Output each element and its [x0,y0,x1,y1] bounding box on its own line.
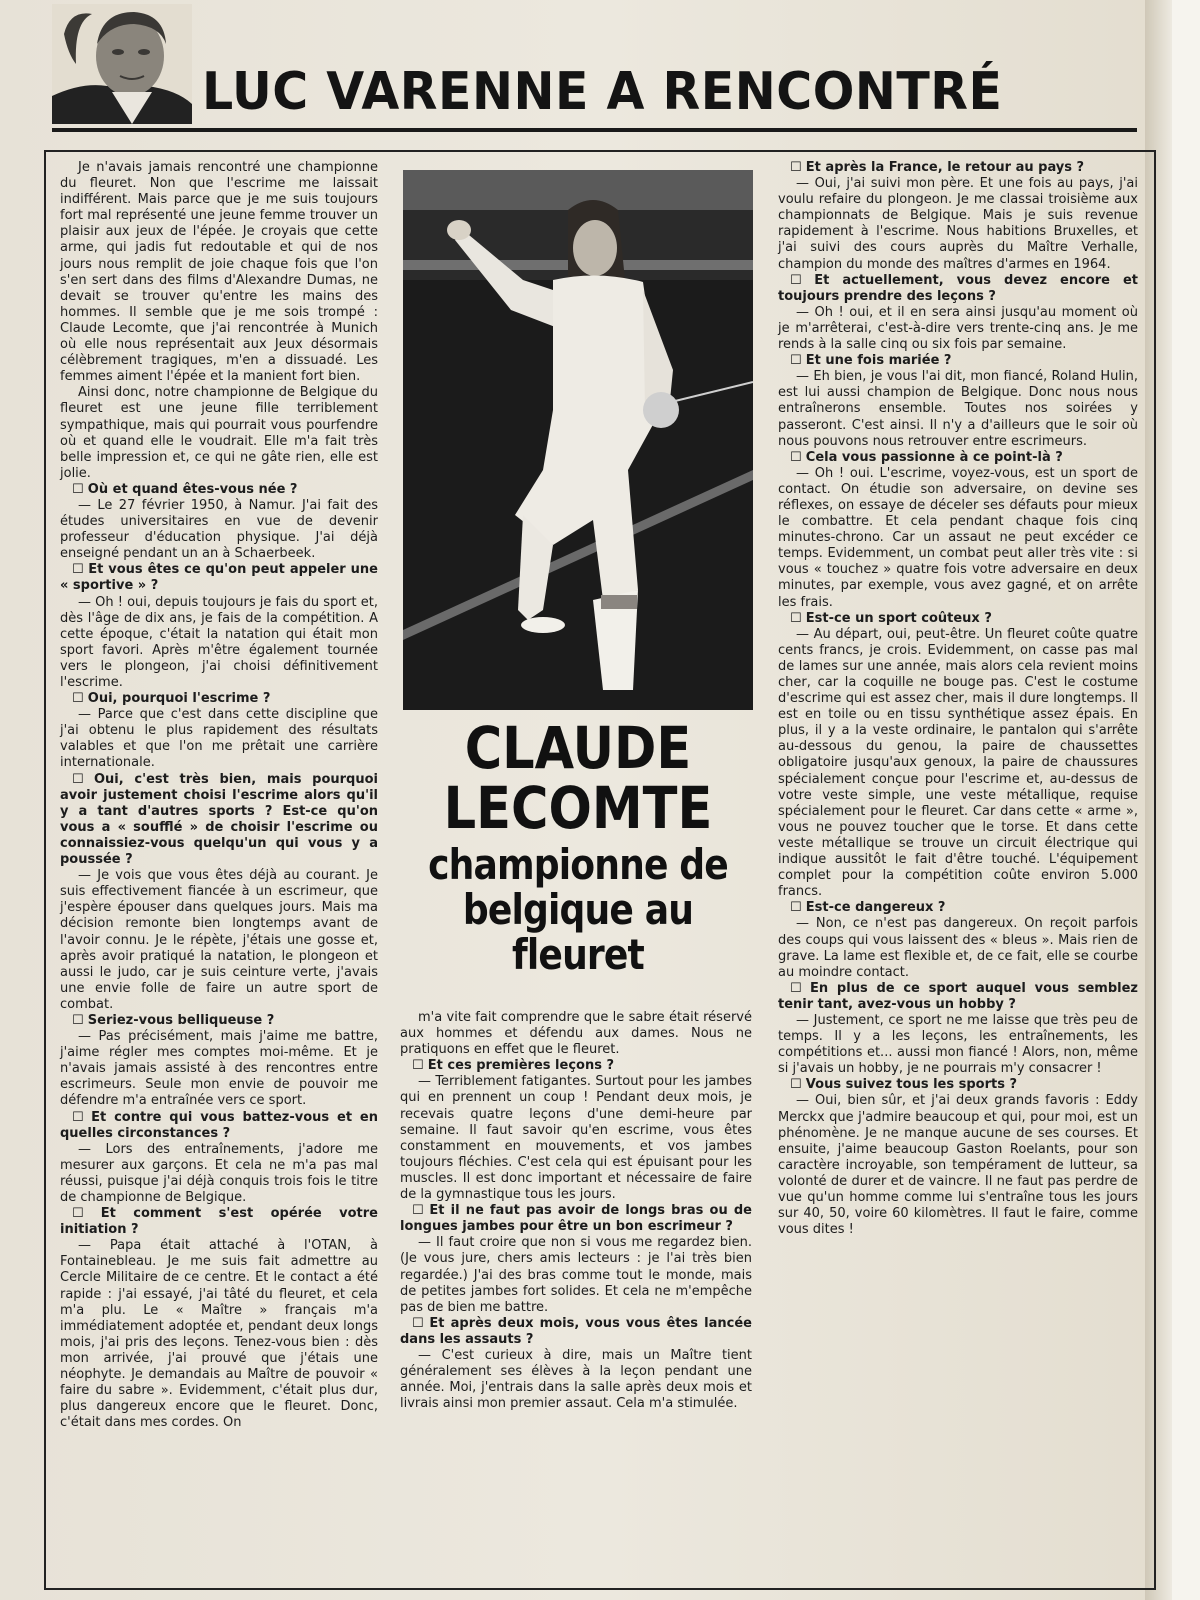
interview-question: ☐ Et après la France, le retour au pays ? [778,160,1138,176]
interview-question: ☐ Oui, pourquoi l'escrime ? [60,691,378,707]
interview-question: ☐ Et une fois mariée ? [778,353,1138,369]
interview-question: ☐ Et contre qui vous battez-vous et en quelles circonstances ? [60,1110,378,1142]
article-paragraph: — Oui, j'ai suivi mon père. Et une fois au pays, j'ai voulu refaire du plongeon. Je me classai troisième aux championnats de Belgique. Mais je suis revenue rapidement à l'escrime. Nous habitions Bruxelles, et j'ai suivi des cours auprès du Maître Verhalle, champion du monde des maîtres d'armes en 1964. [778,176,1138,272]
interview-question: ☐ Vous suivez tous les sports ? [778,1077,1138,1093]
article-paragraph: m'a vite fait comprendre que le sabre était réservé aux hommes et défendu aux dames. Nous ne pratiquons en effet que le fleuret. [400,1010,752,1058]
author-portrait [52,4,192,124]
article-paragraph: — Papa était attaché à l'OTAN, à Fontainebleau. Je me suis fait admettre au Cercle Militaire de ce centre. Et le contact a été rapide : j'ai essayé, j'ai tâté du fleuret, et cela m'a plu. Le « Maître » français m'a immédiatement adoptée et, pendant deux longs mois, j'ai pris des leçons. Tenez-vous bien : dès mon arrivée, j'ai prouvé que j'étais une néophyte. Je demandais au Maître de pouvoir « faire du sabre ». Evidemment, c'était plus dur, plus dangereux encore que le fleuret. Donc, c'était dans mes cordes. On [60,1238,378,1431]
header-rule [52,128,1137,132]
article-paragraph: — Eh bien, je vous l'ai dit, mon fiancé, Roland Hulin, est lui aussi champion de Belgique. Donc nous nous entraînerons ensemble. Toutes nos soirées y passeront. C'est ainsi. Il n'y a d'ailleurs que le soir où nous pouvons nous retrouver entre escrimeurs. [778,369,1138,449]
interview-question: ☐ Est-ce un sport coûteux ? [778,611,1138,627]
article-paragraph: — Oh ! oui. L'escrime, voyez-vous, est un sport de contact. On étudie son adversaire, on devine ses réflexes, on essaye de déceler ses défauts pour mieux le combattre. Et cela pendant chaque fois cinq minutes-chrono. Car un assaut ne peut excéder ce temps. Evidemment, un combat peut aller très vite : si vous « touchez » quatre fois votre adversaire en deux minutes, par exemple, vous avez gagné, et on arrête les frais. [778,465,1138,610]
article-paragraph: — Il faut croire que non si vous me regardez bien. (Je vous jure, chers amis lecteurs : je l'ai très bien regardée.) J'ai des bras comme tout le monde, mais de petites jambes fort solides. Et cela ne m'empêche pas de bien me battre. [400,1235,752,1315]
article-paragraph: — C'est curieux à dire, mais un Maître tient généralement ses élèves à la leçon pendant une année. Moi, j'entrais dans la salle après deux mois et livrais ainsi mon premier assaut. Cela m'a stimulée. [400,1347,752,1412]
article-paragraph: — Lors des entraînements, j'adore me mesurer aux garçons. Et cela ne m'a pas mal réussi, puisque j'ai déjà conquis trois fois le titre de championne de Belgique. [60,1141,378,1205]
article-paragraph: — Parce que c'est dans cette discipline que j'ai obtenu le plus rapidement des résultats valables et que l'on me prêtait une carrière internationale. [60,707,378,771]
interview-question: ☐ En plus de ce sport auquel vous semblez tenir tant, avez-vous un hobby ? [778,981,1138,1013]
header-title: LUC VARENNE A RENCONTRÉ [202,62,1003,122]
fencer-photo [403,170,753,710]
interview-question: ☐ Et après deux mois, vous vous êtes lancée dans les assauts ? [400,1316,752,1348]
article-paragraph: — Terriblement fatigantes. Surtout pour les jambes qui en prennent un coup ! Pendant deux mois, je recevais quatre leçons d'une demi-heure par semaine. Il faut savoir qu'en escrime, vous êtes constamment en mouvements, et vos jambes toujours fléchies. C'est cela qui est épuisant pour les muscles. Il est donc important et nécessaire de faire de la gymnastique tous les jours. [400,1074,752,1203]
article-column-1 [60,160,378,1431]
article-paragraph: — Oh ! oui, depuis toujours je fais du sport et, dès l'âge de dix ans, je fais de la compétition. A cette époque, c'était la natation qui était mon sport favori. Après m'être également tournée vers le plongeon, j'ai choisi définitivement l'escrime. [60,594,378,690]
article-paragraph: — Justement, ce sport ne me laisse que très peu de temps. Il y a les leçons, les entraînements, les compétitions et... aussi mon fiancé ! Alors, non, même si j'avais un hobby, je ne pourrais m'y consacrer ! [778,1012,1138,1077]
interview-question: ☐ Cela vous passionne à ce point-là ? [778,450,1138,466]
torn-edge-paper [1172,0,1200,1600]
interview-question: ☐ Et comment s'est opérée votre initiation ? [60,1206,378,1238]
interview-question: ☐ Et vous êtes ce qu'on peut appeler une « sportive » ? [60,562,378,594]
article-column-2 [400,1010,752,1412]
headline-name: CLAUDE LECOMTE [443,714,713,842]
article-paragraph: — Non, ce n'est pas dangereux. On reçoit parfois des coups qui vous laissent des « bleus ». Mais rien de grave. La lame est flexible et, de ce fait, elle se courbe au moindre contact. [778,916,1138,980]
column-header [52,0,1137,130]
article-paragraph: — Oui, bien sûr, et j'ai deux grands favoris : Eddy Merckx que j'admire beaucoup et qui, pour moi, est un phénomène. Je ne manque aucune de ses courses. Et ensuite, j'aime beaucoup Gaston Roelants, pour son caractère incroyable, son tempérament de lutteur, sa volonté de durer et de vaincre. Il ne faut pas perdre de vue qu'un homme comme lui s'entraîne tous les jours sur 40, 50, voire 60 kilomètres. Il faut le faire, comme vous dites ! [778,1093,1138,1238]
article-paragraph: — Je vois que vous êtes déjà au courant. Je suis effectivement fiancée à un escrimeur, que j'espère épouser dans quelques jours. Mais ma décision remonte bien longtemps avant de l'avoir connu. Je le répète, j'étais une gosse et, après avoir pratiqué la natation, le plongeon et aussi le judo, car je suis ceinture verte, j'avais une envie folle de faire un autre sport de combat. [60,868,378,1012]
interview-question: ☐ Et il ne faut pas avoir de longs bras ou de longues jambes pour être un bon escrimeur ? [400,1203,752,1235]
article-paragraph: — Au départ, oui, peut-être. Un fleuret coûte quatre cents francs, je crois. Evidemment, on casse pas mal de lames sur une année, mais alors cela revient moins cher, car la coquille ne bouge pas. C'est le costume d'escrime qui est assez cher, mais il dure longtemps. Il est en toile ou en tissu synthétique assez épais. En plus, il y a la veste ordinaire, le pantalon qui s'arrête au-dessous du genou, la paire de chaussettes obligatoire jusqu'aux genoux, la paire de chaussures spécialement conçue pour l'escrime et, au-dessus de votre veste simple, une veste métallique, requise spécialement pour le fleuret. Car dans cette « arme », vous ne pouvez toucher que le torse. Et dans cette veste métallique se trouve un circuit électrique qui indique aussitôt le fait d'être touché. L'équipement complet pour la compétition coûte environ 5.000 francs. [778,626,1138,900]
interview-question: ☐ Oui, c'est très bien, mais pourquoi avoir justement choisi l'escrime alors qu'il y a tant d'autres sports ? Est-ce qu'on vous a « soufflé » de choisir l'escrime ou connaissiez-vous quelqu'un qui vous y a poussée ? [60,772,378,869]
article-paragraph: Je n'avais jamais rencontré une championne du fleuret. Non que l'escrime me laissait indifférent. Mais parce que je me suis toujours fort mal représenté une jeune femme trouver un plaisir aux jeux de l'épée. Je croyais que cette arme, qui jadis fut redoutable et qui de nos jours nous remplit de joie chaque fois que l'on s'en sert dans des films d'Alexandre Dumas, ne devait se trouver qu'entre les mains des hommes. Il semble que je me sois trompé : Claude Lecomte, que j'ai rencontrée à Munich où elle nous représentait aux Jeux désormais célèbrement tragiques, m'en a dissuadé. Les femmes aiment l'épée et la manient fort bien. [60,160,378,385]
article-column-3 [778,160,1138,1238]
article-paragraph: — Pas précisément, mais j'aime me battre, j'aime régler mes comptes moi-même. Et je n'avais jamais assisté à des rencontres entre escrimeurs. Seule mon envie de pouvoir me défendre m'a entraînée vers ce sport. [60,1029,378,1109]
interview-question: ☐ Et actuellement, vous devez encore et toujours prendre des leçons ? [778,273,1138,305]
article-paragraph: — Oh ! oui, et il en sera ainsi jusqu'au moment où je m'arrêterai, c'est-à-dire vers trente-cinq ans. Je me rends à la salle cinq ou six fois par semaine. [778,304,1138,353]
article-paragraph: Ainsi donc, notre championne de Belgique du fleuret est une jeune fille terriblement sympathique, mais qui pourrait vous pourfendre où et quand elle le voudrait. Elle m'a fait très belle impression et, ce qui ne gâte rien, elle est jolie. [60,385,378,481]
article-paragraph: — Le 27 février 1950, à Namur. J'ai fait des études universitaires en vue de devenir professeur d'éducation physique. J'ai déjà enseigné pendant un an à Schaerbeek. [60,497,378,562]
interview-question: ☐ Est-ce dangereux ? [778,900,1138,916]
headline [398,714,758,979]
interview-question: ☐ Seriez-vous belliqueuse ? [60,1013,378,1029]
interview-question: ☐ Et ces premières leçons ? [400,1058,752,1074]
headline-subtitle: championne de belgique au fleuret [428,840,728,979]
interview-question: ☐ Où et quand êtes-vous née ? [60,482,378,498]
